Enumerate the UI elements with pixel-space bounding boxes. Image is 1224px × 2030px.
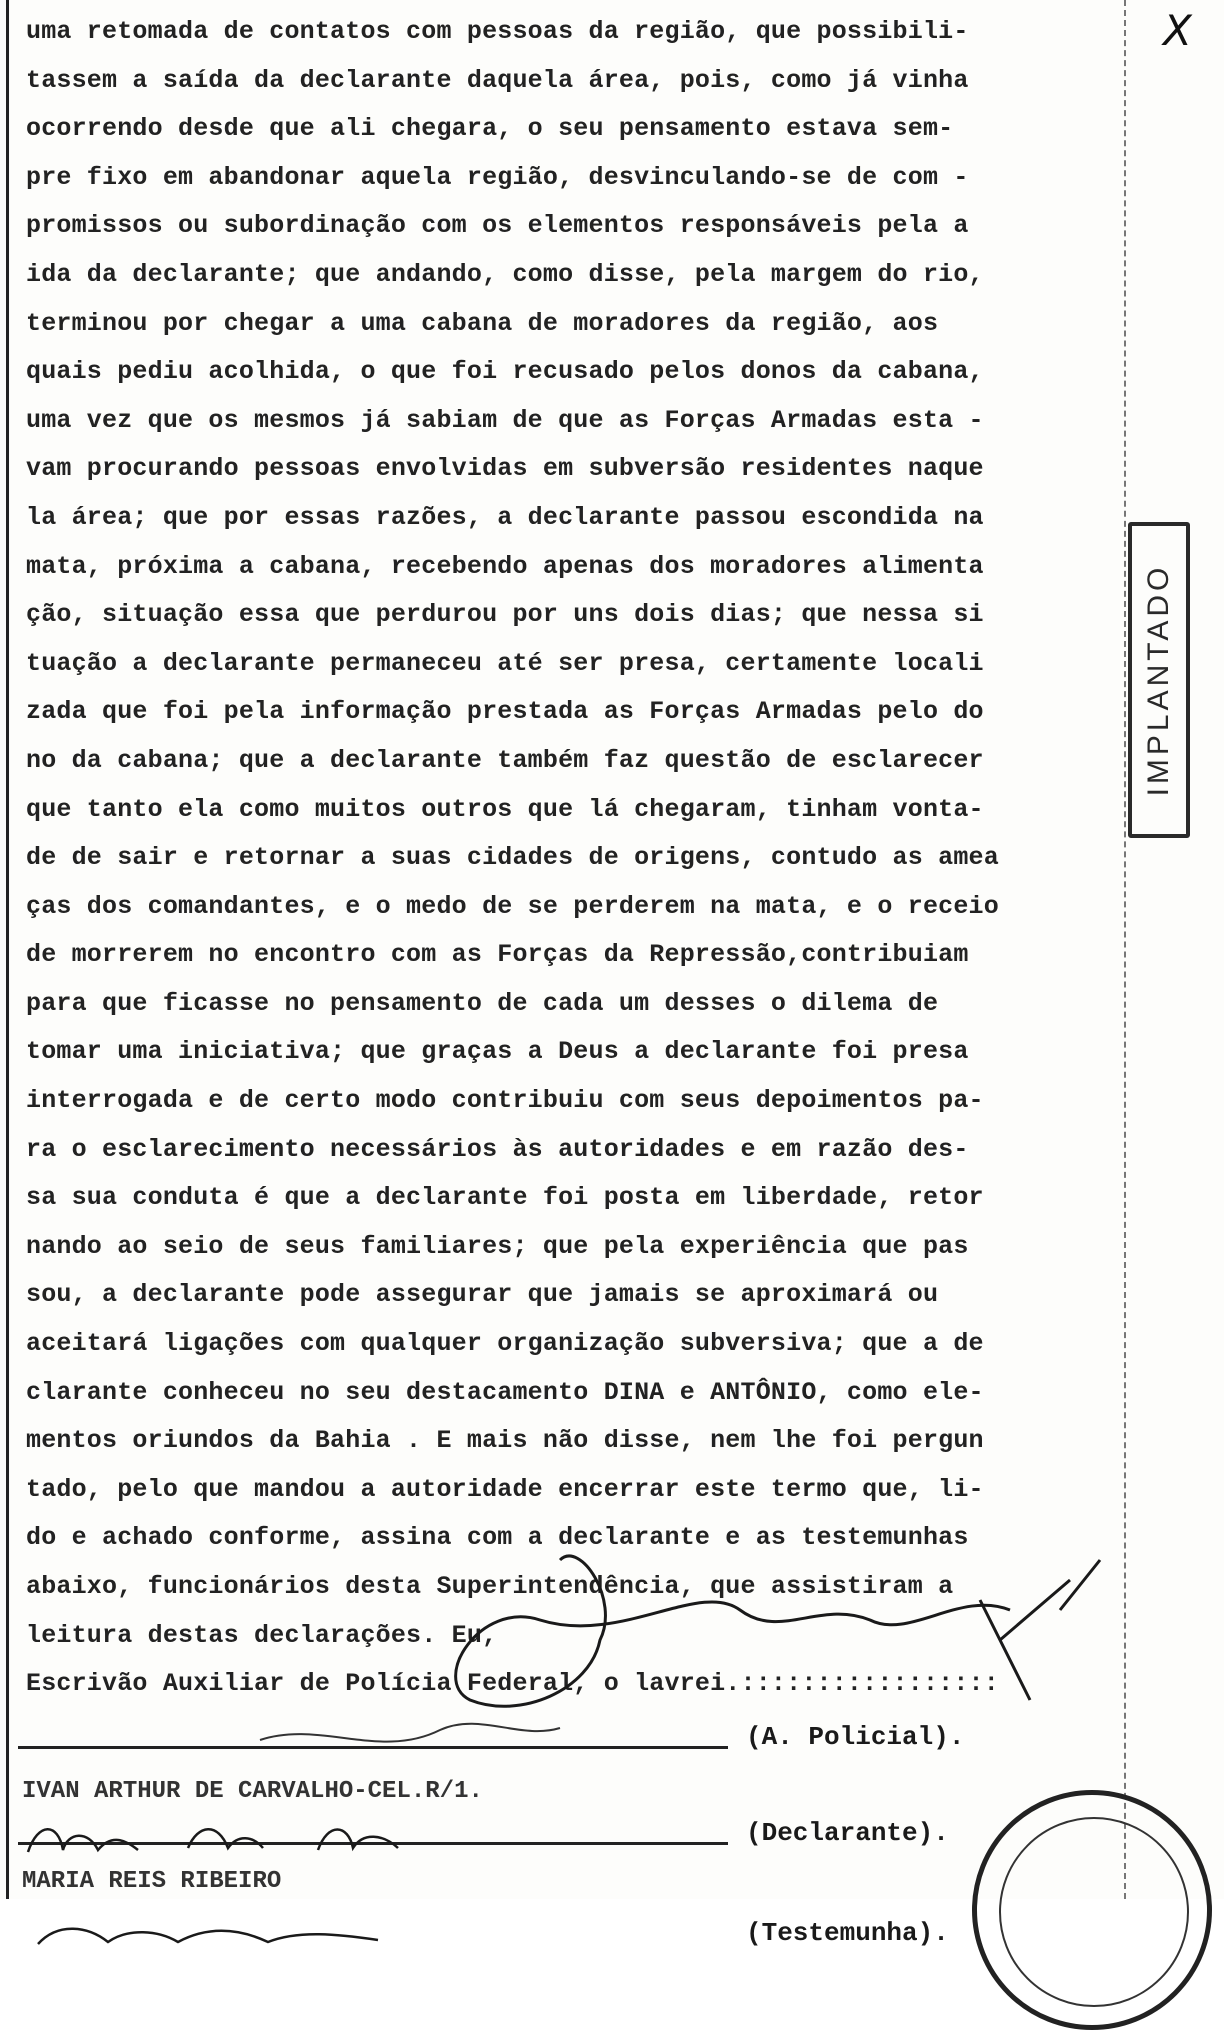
text-line: tuação a declarante permaneceu até ser presa, certamente locali	[26, 648, 984, 678]
text-line: do e achado conforme, assina com a declarante e as testemunhas	[26, 1523, 969, 1553]
text-line: ças dos comandantes, e o medo de se perderem na mata, e o receio	[26, 891, 999, 921]
text-line: vam procurando pessoas envolvidas em subversão residentes naque	[26, 454, 984, 484]
text-line: ção, situação essa que perdurou por uns dois dias; que nessa si	[26, 600, 984, 630]
text-line: tomar uma iniciativa; que graças a Deus a declarante foi presa	[26, 1037, 969, 1067]
text-line: no da cabana; que a declarante também faz questão de esclarecer	[26, 745, 984, 775]
signature-role: (A. Policial).	[746, 1722, 965, 1752]
text-line: sa sua conduta é que a declarante foi posta em liberdade, retor	[26, 1183, 984, 1213]
signature-row-witness	[18, 1904, 1118, 1960]
text-line: Escrivão Auxiliar de Polícia Federal, o lavrei.:::::::::::::::::	[26, 1669, 999, 1699]
page-mark: X	[1163, 6, 1192, 55]
signature-line	[18, 1842, 728, 1845]
official-round-seal	[972, 1790, 1212, 2030]
text-line: pre fixo em abandonar aquela região, desvinculando-se de com -	[26, 162, 969, 192]
text-line: para que ficasse no pensamento de cada um desses o dilema de	[26, 988, 939, 1018]
text-line: mentos oriundos da Bahia . E mais não disse, nem lhe foi pergun	[26, 1426, 984, 1456]
stamp-text: IMPLANTADO	[1142, 563, 1175, 797]
text-line: uma vez que os mesmos já sabiam de que as Forças Armadas esta -	[26, 405, 984, 435]
text-line: interrogada e de certo modo contribuiu com seus depoimentos pa-	[26, 1086, 984, 1116]
text-line: clarante conheceu no seu destacamento DINA e ANTÔNIO, como ele-	[26, 1377, 984, 1407]
signature-row-police	[18, 1720, 1118, 1776]
declarant-handwritten-signature	[18, 1812, 418, 1868]
text-line: ida da declarante; que andando, como disse, pela margem do rio,	[26, 259, 984, 289]
text-line: la área; que por essas razões, a declarante passou escondida na	[26, 502, 984, 532]
text-line: uma retomada de contatos com pessoas da região, que possibili-	[26, 17, 969, 46]
text-line: aceitará ligações com qualquer organização subversiva; que a de	[26, 1329, 984, 1359]
signature-row-declarant	[18, 1812, 1118, 1868]
seal-inner-ring	[999, 1817, 1189, 2007]
text-line: leitura destas declarações. Eu,	[26, 1620, 498, 1650]
text-line: sou, a declarante pode assegurar que jamais se aproximará ou	[26, 1280, 939, 1310]
text-line: que tanto ela como muitos outros que lá chegaram, tinham vonta-	[26, 794, 984, 824]
text-line: abaixo, funcionários desta Superintendência, que assistiram a	[26, 1572, 954, 1601]
signature-line	[18, 1746, 728, 1749]
signature-name-row	[18, 1776, 1118, 1812]
signature-printed-name: IVAN ARTHUR DE CARVALHO-CEL.R/1.	[22, 1778, 483, 1805]
text-line: terminou por chegar a uma cabana de moradores da região, aos	[26, 308, 939, 338]
text-line: mata, próxima a cabana, recebendo apenas dos moradores alimenta	[26, 551, 984, 581]
signature-printed-name: MARIA REIS RIBEIRO	[22, 1868, 282, 1895]
testimony-body	[26, 8, 1101, 1709]
text-line: promissos ou subordinação com os elementos responsáveis pela a	[26, 211, 969, 241]
text-line: tado, pelo que mandou a autoridade encerrar este termo que, li-	[26, 1474, 984, 1504]
text-line: tassem a saída da declarante daquela área, pois, como já vinha	[26, 65, 969, 95]
right-margin-dashed-rule	[1124, 0, 1126, 1899]
text-line: de morrerem no encontro com as Forças da Repressão,contribuiam	[26, 940, 969, 970]
text-line: ocorrendo desde que ali chegara, o seu pensamento estava sem-	[26, 114, 954, 144]
text-line: nando ao seio de seus familiares; que pela experiência que pas	[26, 1231, 969, 1261]
left-margin-rule	[6, 0, 9, 1899]
text-line: de de sair e retornar a suas cidades de origens, contudo as amea	[26, 843, 999, 873]
witness-handwritten-signature	[18, 1904, 518, 1960]
implantado-stamp	[1128, 522, 1190, 838]
signature-role: (Declarante).	[746, 1818, 949, 1848]
text-line: zada que foi pela informação prestada as Forças Armadas pelo do	[26, 697, 984, 727]
signature-block	[18, 1720, 1118, 1960]
text-line: ra o esclarecimento necessários às autoridades e em razão des-	[26, 1134, 969, 1164]
text-line: quais pediu acolhida, o que foi recusado pelos donos da cabana,	[26, 357, 984, 387]
signature-role: (Testemunha).	[746, 1918, 949, 1948]
